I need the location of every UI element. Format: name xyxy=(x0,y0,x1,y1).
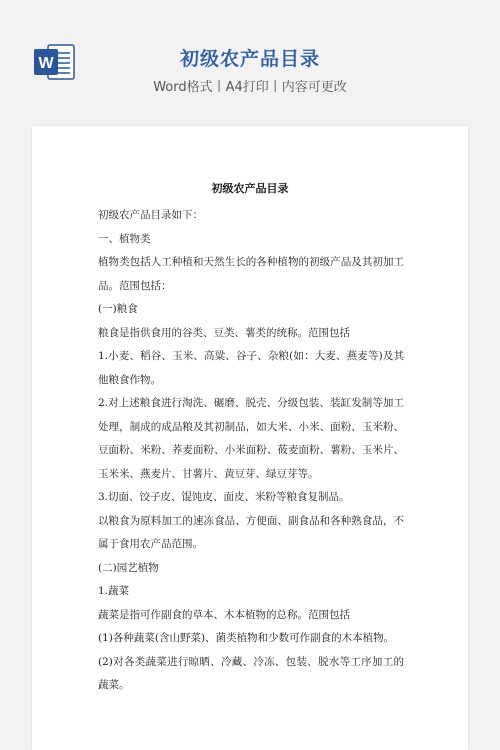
document-paragraph: 初级农产品目录如下： xyxy=(98,209,203,221)
document-paragraph: 1.蔬菜 xyxy=(98,585,130,597)
document-paragraph: 1.小麦、稻谷、玉米、高粱、谷子、杂粮(如：大麦、燕麦等)及其他粮食作物。 xyxy=(98,350,404,386)
page-header xyxy=(0,0,500,125)
document-body xyxy=(98,204,404,698)
document-paragraph: 2.对上述粮食进行淘洗、碾磨、脱壳、分级包装、装缸发制等加工处理，制成的成品粮及其初制品，如大米、小米、面粉、玉米粉、豆面粉、米粉、荞麦面粉、小米面粉、莜麦面粉、薯粉、玉米片、玉米米、燕麦片、甘薯片、黄豆芽、绿豆芽等。 xyxy=(98,397,404,480)
document-paragraph: 一、植物类 xyxy=(98,232,151,245)
document-paragraph: 蔬菜是指可作副食的草本、木本植物的总称。范围包括 xyxy=(98,608,350,621)
document-paragraph: (二)园艺植物 xyxy=(98,561,159,574)
document-title: 初级农产品目录 xyxy=(211,182,289,195)
document-paragraph: (一)粮食 xyxy=(98,303,138,315)
document-paragraph: 以粮食为原料加工的速冻食品、方便面、副食品和各种熟食品，不属于食用农产品范围。 xyxy=(98,514,404,550)
document-paragraph: 3.切面、饺子皮、馄饨皮、面皮、米粉等粮食复制品。 xyxy=(98,491,350,503)
word-logo-letter: W xyxy=(38,55,54,72)
document-paragraph: (1)各种蔬菜(含山野菜)、菌类植物和少数可作副食的木本植物。 xyxy=(98,632,395,644)
document-paragraph: (2)对各类蔬菜进行晾晒、冷藏、冷冻、包装、脱水等工序加工的蔬菜。 xyxy=(98,655,404,691)
document-paragraph: 粮食是指供食用的谷类、豆类、薯类的统称。范围包括 xyxy=(98,326,350,339)
document-paragraph: 植物类包括人工种植和天然生长的各种植物的初级产品及其初加工品。范围包括： xyxy=(98,256,404,292)
document-page xyxy=(32,126,468,750)
page-subtitle: Word格式丨A4打印丨内容可更改 xyxy=(153,80,347,95)
page-title: 初级农产品目录 xyxy=(179,48,320,70)
